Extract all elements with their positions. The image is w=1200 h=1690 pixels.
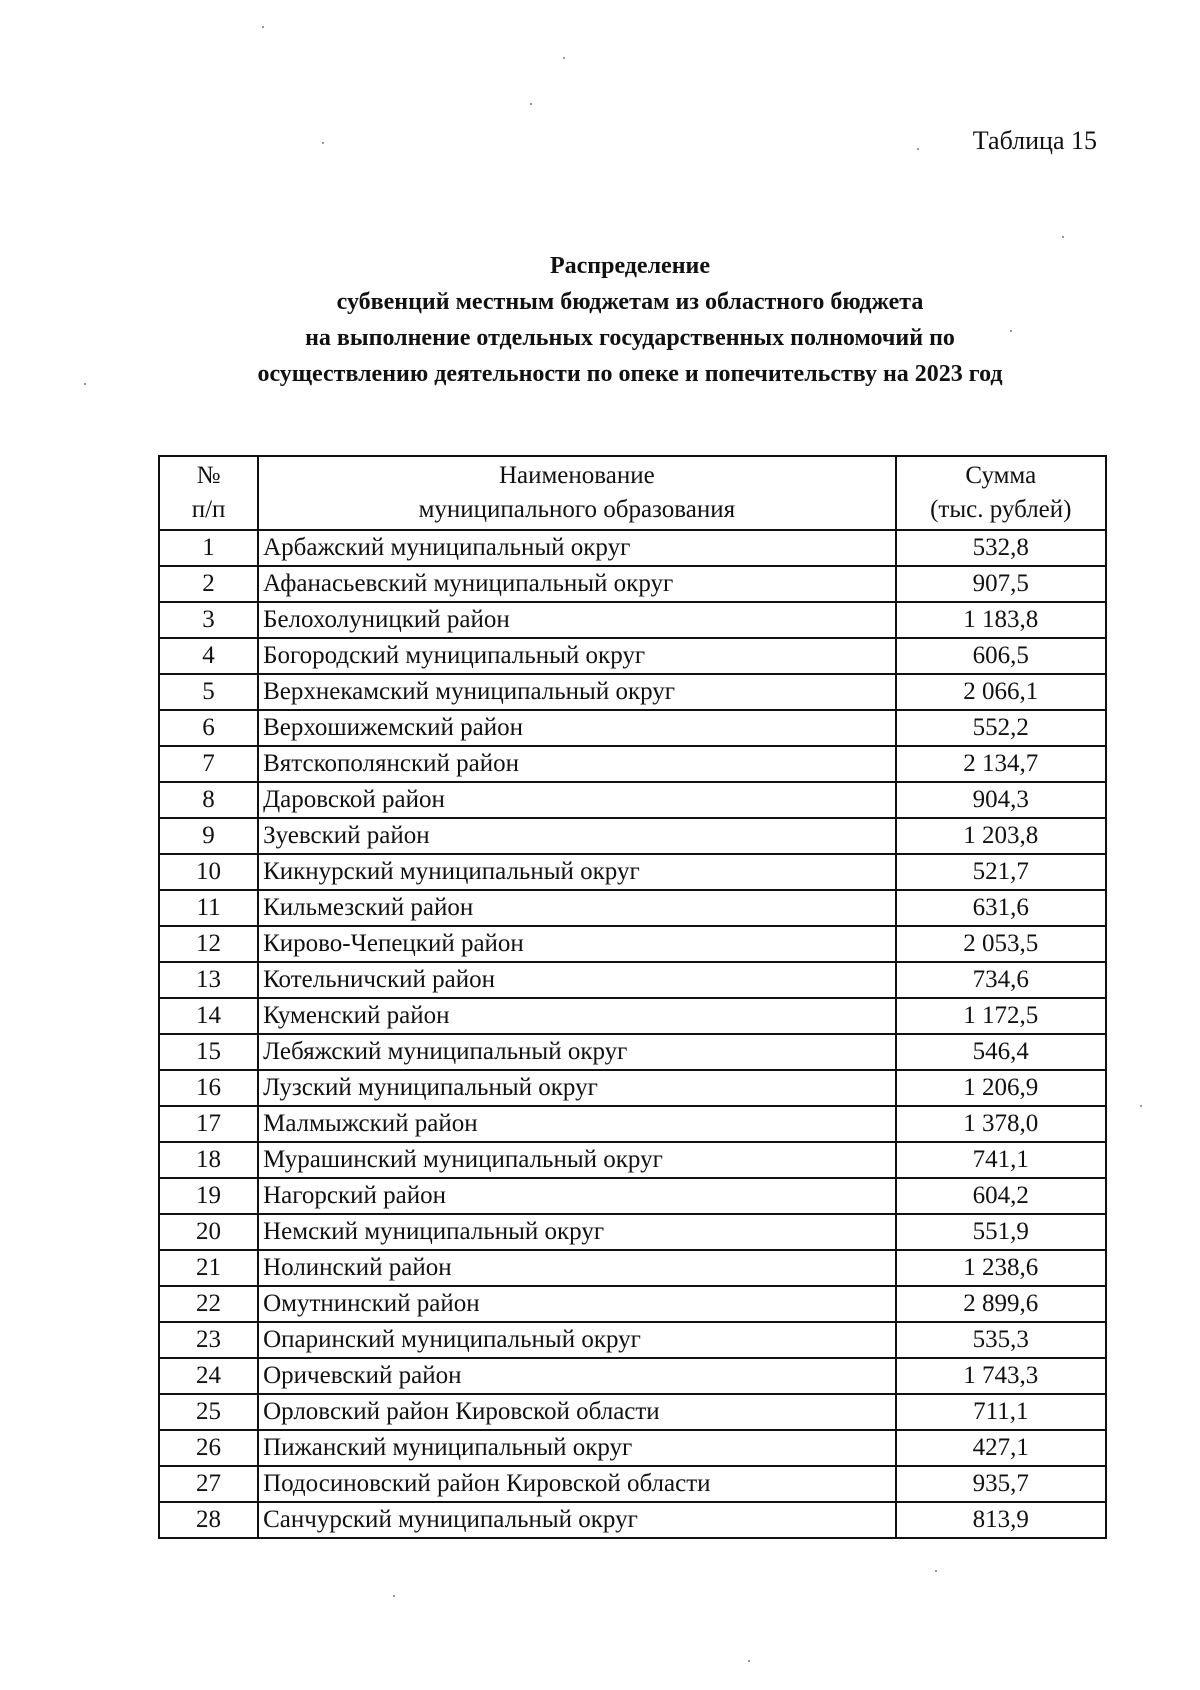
row-sum: 552,2 — [896, 710, 1106, 746]
row-name: Куменский район — [258, 998, 895, 1034]
row-number: 23 — [159, 1322, 258, 1358]
row-sum: 904,3 — [896, 782, 1106, 818]
title-line-1: Распределение — [549, 253, 711, 279]
row-sum: 546,4 — [896, 1034, 1106, 1070]
row-name: Малмыжский район — [258, 1106, 895, 1142]
row-name: Белохолуницкий район — [258, 602, 895, 638]
header-num-line2: п/п — [191, 496, 226, 523]
row-number: 7 — [159, 746, 258, 782]
table-row — [159, 1142, 1106, 1178]
row-sum: 1 378,0 — [896, 1106, 1106, 1142]
table-row — [159, 1466, 1106, 1502]
row-sum: 734,6 — [896, 962, 1106, 998]
header-sum — [896, 456, 1106, 530]
header-num — [159, 456, 258, 530]
row-number: 2 — [159, 566, 258, 602]
subventions-table — [158, 455, 1107, 1539]
title-line-4: осуществлению деятельности по опеке и попечительству на 2023 год — [257, 361, 1003, 387]
row-number: 17 — [159, 1106, 258, 1142]
table-row — [159, 854, 1106, 890]
row-number: 24 — [159, 1358, 258, 1394]
row-sum: 1 203,8 — [896, 818, 1106, 854]
table-header — [159, 456, 1106, 530]
row-name: Зуевский район — [258, 818, 895, 854]
row-number: 4 — [159, 638, 258, 674]
table-row — [159, 602, 1106, 638]
table-row — [159, 638, 1106, 674]
row-name: Подосиновский район Кировской области — [258, 1466, 895, 1502]
title-line-2: субвенций местным бюджетам из областного бюджета — [336, 289, 924, 315]
header-sum-line2: (тыс. рублей) — [930, 496, 1072, 523]
table-row — [159, 926, 1106, 962]
table-row — [159, 1286, 1106, 1322]
table-row — [159, 1106, 1106, 1142]
row-sum: 2 899,6 — [896, 1286, 1106, 1322]
row-sum: 427,1 — [896, 1430, 1106, 1466]
row-sum: 1 172,5 — [896, 998, 1106, 1034]
table-row — [159, 746, 1106, 782]
row-name: Верхнекамский муниципальный округ — [258, 674, 895, 710]
row-number: 1 — [159, 530, 258, 566]
row-name: Оричевский район — [258, 1358, 895, 1394]
header-sum-line1: Сумма — [965, 462, 1037, 489]
document-title — [150, 248, 1110, 392]
row-number: 9 — [159, 818, 258, 854]
row-sum: 1 238,6 — [896, 1250, 1106, 1286]
row-name: Арбажский муниципальный округ — [258, 530, 895, 566]
header-name — [258, 456, 895, 530]
table-row — [159, 1250, 1106, 1286]
row-name: Пижанский муниципальный округ — [258, 1430, 895, 1466]
row-sum: 907,5 — [896, 566, 1106, 602]
table-row — [159, 1178, 1106, 1214]
row-sum: 935,7 — [896, 1466, 1106, 1502]
row-number: 25 — [159, 1394, 258, 1430]
table-row — [159, 1214, 1106, 1250]
row-sum: 2 134,7 — [896, 746, 1106, 782]
row-number: 26 — [159, 1430, 258, 1466]
row-name: Богородский муниципальный округ — [258, 638, 895, 674]
row-sum: 1 743,3 — [896, 1358, 1106, 1394]
row-name: Кикнурский муниципальный округ — [258, 854, 895, 890]
table-row — [159, 1430, 1106, 1466]
row-sum: 711,1 — [896, 1394, 1106, 1430]
row-number: 3 — [159, 602, 258, 638]
row-name: Мурашинский муниципальный округ — [258, 1142, 895, 1178]
table-row — [159, 674, 1106, 710]
table-row — [159, 962, 1106, 998]
row-name: Лебяжский муниципальный округ — [258, 1034, 895, 1070]
row-number: 14 — [159, 998, 258, 1034]
row-name: Кильмезский район — [258, 890, 895, 926]
row-name: Даровской район — [258, 782, 895, 818]
row-sum: 2 053,5 — [896, 926, 1106, 962]
row-number: 20 — [159, 1214, 258, 1250]
table-row — [159, 818, 1106, 854]
row-number: 13 — [159, 962, 258, 998]
row-name: Верхошижемский район — [258, 710, 895, 746]
row-number: 21 — [159, 1250, 258, 1286]
row-number: 11 — [159, 890, 258, 926]
row-sum: 535,3 — [896, 1322, 1106, 1358]
row-number: 8 — [159, 782, 258, 818]
row-name: Афанасьевский муниципальный округ — [258, 566, 895, 602]
row-name: Омутнинский район — [258, 1286, 895, 1322]
row-number: 16 — [159, 1070, 258, 1106]
row-sum: 606,5 — [896, 638, 1106, 674]
title-line-3: на выполнение отдельных государственных полномочий по — [305, 325, 955, 351]
row-number: 28 — [159, 1502, 258, 1538]
row-sum: 813,9 — [896, 1502, 1106, 1538]
row-number: 10 — [159, 854, 258, 890]
row-sum: 532,8 — [896, 530, 1106, 566]
table-row — [159, 710, 1106, 746]
row-sum: 1 206,9 — [896, 1070, 1106, 1106]
row-name: Нагорский район — [258, 1178, 895, 1214]
table-row — [159, 1502, 1106, 1538]
table-row — [159, 1394, 1106, 1430]
table-row — [159, 530, 1106, 566]
row-sum: 1 183,8 — [896, 602, 1106, 638]
table-row — [159, 998, 1106, 1034]
row-sum: 2 066,1 — [896, 674, 1106, 710]
row-name: Котельничский район — [258, 962, 895, 998]
row-number: 22 — [159, 1286, 258, 1322]
table-row — [159, 1358, 1106, 1394]
table-row — [159, 1034, 1106, 1070]
row-name: Немский муниципальный округ — [258, 1214, 895, 1250]
table-row — [159, 890, 1106, 926]
row-name: Опаринский муниципальный округ — [258, 1322, 895, 1358]
table-row — [159, 1070, 1106, 1106]
row-name: Санчурский муниципальный округ — [258, 1502, 895, 1538]
table-row — [159, 1322, 1106, 1358]
row-sum: 631,6 — [896, 890, 1106, 926]
row-number: 6 — [159, 710, 258, 746]
row-name: Кирово-Чепецкий район — [258, 926, 895, 962]
row-name: Лузский муниципальный округ — [258, 1070, 895, 1106]
header-row — [159, 456, 1106, 530]
row-sum: 521,7 — [896, 854, 1106, 890]
table-number-label: Таблица 15 — [972, 126, 1097, 155]
row-number: 19 — [159, 1178, 258, 1214]
row-number: 12 — [159, 926, 258, 962]
table-row — [159, 566, 1106, 602]
row-number: 27 — [159, 1466, 258, 1502]
header-num-line1: № — [196, 462, 221, 489]
row-sum: 551,9 — [896, 1214, 1106, 1250]
header-name-line1: Наименование — [498, 462, 655, 489]
row-number: 18 — [159, 1142, 258, 1178]
row-number: 5 — [159, 674, 258, 710]
row-name: Нолинский район — [258, 1250, 895, 1286]
row-name: Вятскополянский район — [258, 746, 895, 782]
row-sum: 604,2 — [896, 1178, 1106, 1214]
row-number: 15 — [159, 1034, 258, 1070]
row-sum: 741,1 — [896, 1142, 1106, 1178]
header-name-line2: муниципального образования — [418, 496, 736, 523]
table-body — [159, 530, 1106, 1538]
table-row — [159, 782, 1106, 818]
row-name: Орловский район Кировской области — [258, 1394, 895, 1430]
